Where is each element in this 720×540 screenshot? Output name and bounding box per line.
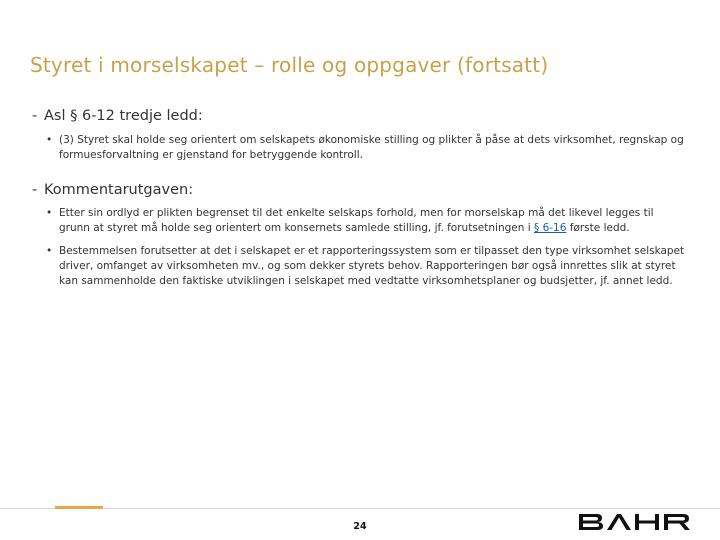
section-label-text: Kommentarutgaven: (44, 182, 194, 198)
section-marker: - (32, 182, 38, 198)
bullet-text: Bestemmelsen forutsetter at det i selskapet er et rapporteringssystem som er tilpasset den type virksomhet selskapet driver, omfanget av virksomheten mv., og som dekker styrets behov. Rapporteringen bør også innrettes slik at styret kan sammenholde den faktiske utviklingen i selskapet med vedtatte virksomhetsplaner og budsjetter, jf. annet ledd. (59, 245, 685, 287)
footer-accent-bar (55, 506, 103, 509)
bullet-text-before: Etter sin ordlyd er plikten begrenset til det enkelte selskaps forhold, men for morselskap må det likevel legges til grunn at styret må holde seg orientert om konsernets samlede stilling, jf. forutsetningen i (59, 207, 654, 234)
bahr-logo (577, 513, 691, 531)
bullet-text-after: første ledd. (566, 222, 630, 234)
section-heading-kommentarutgaven (32, 182, 193, 198)
statute-link[interactable]: § 6-16 (533, 222, 567, 234)
page-title: Styret i morselskapet – rolle og oppgaver (fortsatt) (30, 53, 549, 77)
bullet-text: (3) Styret skal holde seg orientert om selskapets økonomiske stilling og plikter å påse at dets virksomhet, regnskap og formuesforvaltning er gjenstand for betryggende kontroll. (59, 134, 684, 161)
page-number: 24 (353, 521, 367, 532)
section-label-text: Asl § 6-12 tredje ledd: (44, 108, 203, 124)
list-item (46, 244, 686, 289)
bullet-text (59, 206, 686, 236)
list-item (46, 206, 686, 236)
bullet-icon: • (46, 207, 53, 219)
section-marker: - (32, 108, 38, 124)
section-heading-asl (32, 108, 203, 124)
bullet-icon: • (46, 245, 53, 257)
footer-divider (0, 508, 720, 509)
list-item (46, 133, 686, 163)
bullet-icon: • (46, 134, 53, 146)
